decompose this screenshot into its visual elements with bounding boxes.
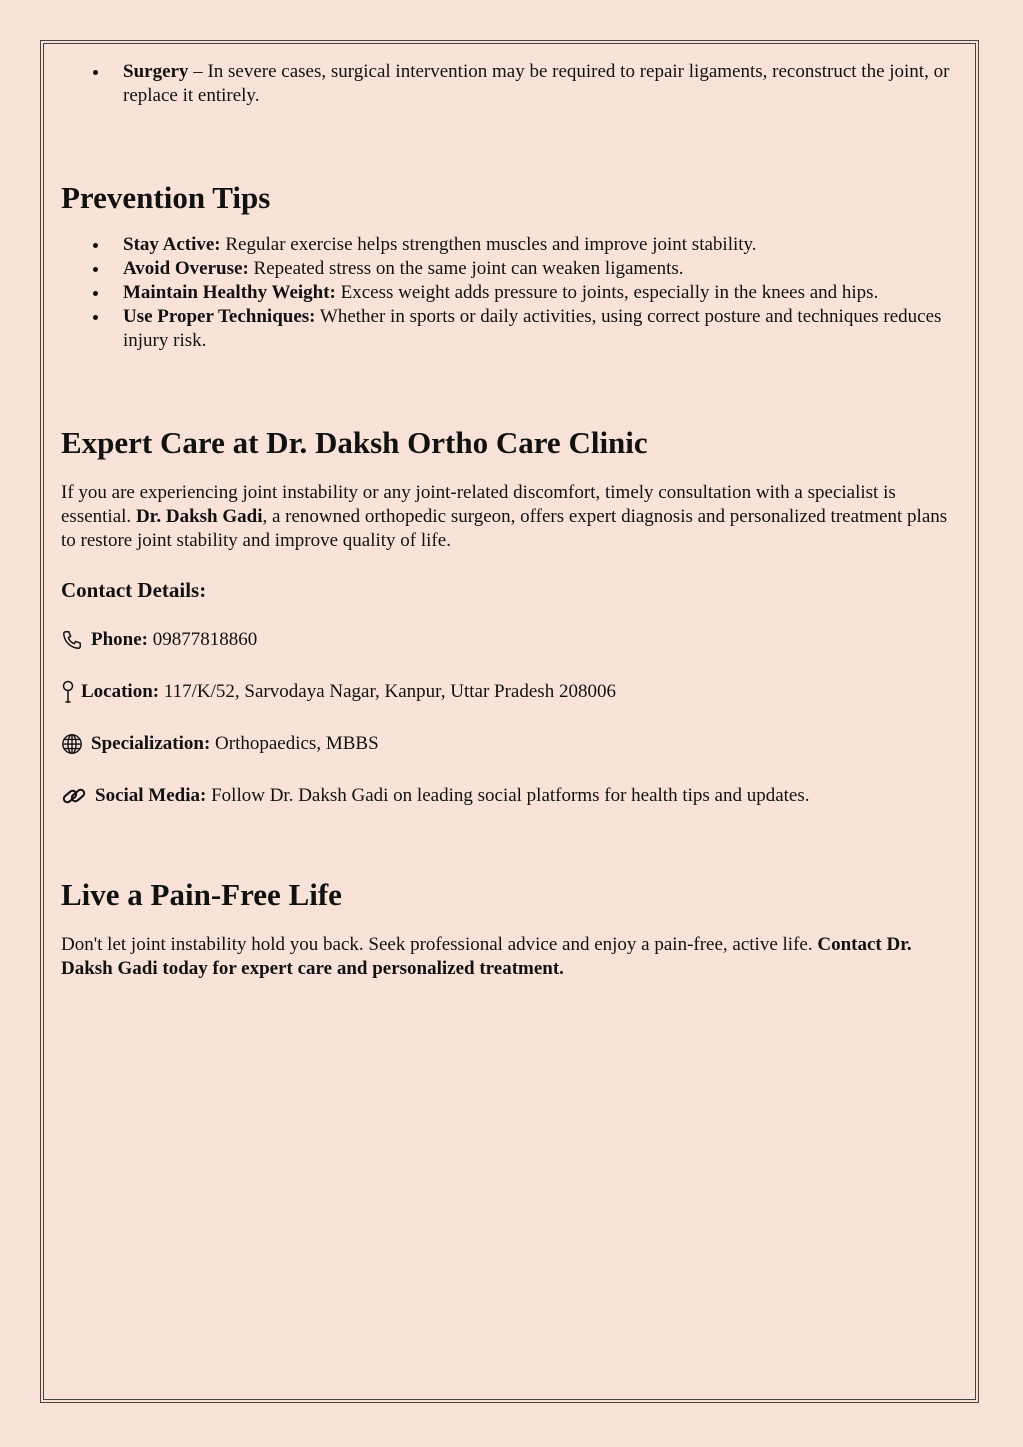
list-item-label: Maintain Healthy Weight: (123, 282, 336, 303)
list-item-label: Avoid Overuse: (123, 258, 249, 279)
specialization-label: Specialization: (91, 733, 211, 754)
specialization-value: Orthopaedics, MBBS (210, 733, 379, 754)
phone-label: Phone: (91, 629, 148, 650)
live-text: Don't let joint instability hold you back. Seek professional advice and enjoy a pain-free, active life. (61, 934, 818, 955)
phone-value[interactable]: 09877818860 (148, 629, 258, 650)
location-pin-icon (61, 680, 75, 704)
live-paragraph (61, 933, 957, 981)
live-call-to-action: Contact Dr. Daksh Gadi today for expert care and personalized treatment. (61, 934, 912, 979)
live-heading: Live a Pain-Free Life (61, 877, 342, 912)
list-item-text: – In severe cases, surgical intervention may be required to repair ligaments, reconstruct the joint, or replace it entirely. (123, 61, 950, 106)
expert-paragraph (61, 481, 957, 553)
list-item-label: Stay Active: (123, 234, 221, 255)
contact-phone (61, 628, 957, 652)
social-label: Social Media: (95, 785, 207, 806)
contact-social (61, 784, 957, 808)
prevention-heading: Prevention Tips (61, 180, 271, 215)
doctor-name: Dr. Daksh Gadi (135, 506, 263, 527)
list-item-label: Use Proper Techniques: (123, 306, 316, 327)
globe-icon (61, 733, 83, 755)
list-item (123, 257, 957, 281)
list-item-text: Regular exercise helps strengthen muscles and improve joint stability. (220, 234, 757, 255)
phone-icon (61, 629, 83, 651)
list-item (123, 233, 957, 257)
list-item-label: Surgery (123, 61, 189, 82)
treatment-list (61, 60, 957, 108)
list-item (123, 281, 957, 305)
list-item-text: Repeated stress on the same joint can weaken ligaments. (248, 258, 684, 279)
location-label: Location: (81, 681, 160, 702)
list-item (123, 305, 957, 353)
contact-specialization (61, 732, 957, 756)
list-item-text: Whether in sports or daily activities, using correct posture and techniques reduces injury risk. (123, 306, 942, 351)
chain-link-icon (61, 784, 87, 808)
location-value: 117/K/52, Sarvodaya Nagar, Kanpur, Uttar Pradesh 208006 (159, 681, 616, 702)
social-value: Follow Dr. Daksh Gadi on leading social platforms for health tips and updates. (206, 785, 810, 806)
list-item-text: Excess weight adds pressure to joints, especially in the knees and hips. (335, 282, 879, 303)
document-content (61, 60, 957, 981)
prevention-list (61, 233, 957, 353)
list-item (123, 60, 957, 108)
expert-text-1: If you are experiencing joint instability or any joint-related discomfort, timely consultation with a specialist is essential. (61, 482, 896, 527)
contact-location (61, 680, 957, 704)
expert-heading: Expert Care at Dr. Daksh Ortho Care Clinic (61, 425, 648, 460)
expert-text-2: , a renowned orthopedic surgeon, offers expert diagnosis and personalized treatment plans to restore joint stability and improve quality of life. (61, 506, 948, 551)
contact-heading: Contact Details: (61, 578, 207, 602)
